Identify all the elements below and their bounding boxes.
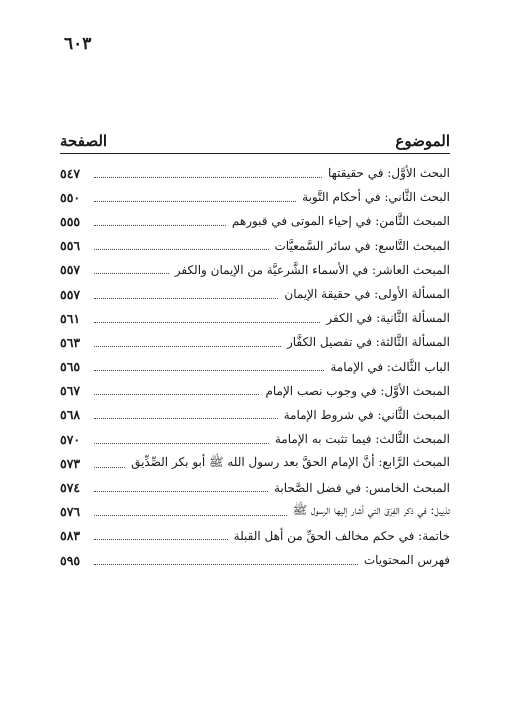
leader-dots <box>94 273 169 274</box>
toc-entry-title: المبحث الثَّامن: في إحياء الموتى في قبورهم <box>231 214 450 229</box>
toc-entry-title: المبحث الثَّاني: في شروط الإمامة <box>283 407 450 422</box>
toc-entry-title: البحث الأوَّل: في حقيقتها <box>327 166 450 181</box>
leader-dots <box>94 249 269 250</box>
toc-entry <box>60 282 450 306</box>
toc-entry-page: ٥٧٦ <box>60 504 81 520</box>
toc-entry-page: ٥٥٧ <box>60 286 81 302</box>
toc-entry-page: ٥٧٣ <box>60 455 81 471</box>
toc-entry <box>60 355 450 379</box>
toc-entry-title: تذييل: في ذكر الفِرَق التي أشار إليها الرسول ﷺ <box>292 503 450 518</box>
leader-dots <box>94 564 358 565</box>
toc-entry <box>60 427 450 451</box>
toc-entry <box>60 306 450 330</box>
leader-dots <box>94 201 296 202</box>
toc-entry-page: ٥٥٠ <box>60 189 81 205</box>
leader-dots <box>94 443 269 444</box>
toc-entry-page: ٥٥٦ <box>60 238 81 254</box>
table-of-contents <box>60 161 450 572</box>
toc-entry <box>60 185 450 209</box>
leader-dots <box>94 298 278 299</box>
toc-entry <box>60 379 450 403</box>
toc-header <box>60 124 450 150</box>
toc-entry-title: خاتمة: في حكم مخالف الحقِّ من أهل القبلة <box>233 528 450 543</box>
toc-entry-title: المبحث الثَّالث: فيما تثبت به الإمامة <box>274 432 450 447</box>
toc-entry <box>60 524 450 548</box>
toc-entry-title: المسألة الأولى: في حقيقة الإيمان <box>284 287 450 302</box>
toc-entry-page: ٥٧٠ <box>60 431 81 447</box>
toc-entry <box>60 258 450 282</box>
toc-entry <box>60 403 450 427</box>
toc-entry-title: فهرس المحتويات <box>363 553 450 568</box>
leader-dots <box>94 539 228 540</box>
toc-entry-title: البحث الثَّاني: في أحكام التَّوبة <box>302 190 450 205</box>
leader-dots <box>94 467 125 468</box>
toc-entry <box>60 330 450 354</box>
toc-entry-page: ٥٦٥ <box>60 359 81 375</box>
toc-entry-title: المبحث التَّاسع: في سائر السَّمعيَّات <box>274 238 450 253</box>
topic-column-label: الموضوع <box>395 132 450 150</box>
leader-dots <box>94 370 324 371</box>
toc-entry-page: ٥٩٥ <box>60 552 81 568</box>
toc-entry <box>60 500 450 524</box>
toc-entry-title: المبحث الرَّابع: أنَّ الإمام الحقَّ بعد رسول الله ﷺ أبو بكر الصِّدِّيق <box>131 454 450 469</box>
toc-entry-page: ٥٦٧ <box>60 383 81 399</box>
page-number: ٦٠٣ <box>64 34 92 54</box>
page-column-label: الصفحة <box>60 132 108 150</box>
leader-dots <box>94 346 281 347</box>
toc-entry-page: ٥٦١ <box>60 310 81 326</box>
toc-entry-page: ٥٨٣ <box>60 528 81 544</box>
toc-entry <box>60 451 450 475</box>
toc-entry-page: ٥٥٧ <box>60 262 81 278</box>
toc-entry <box>60 548 450 572</box>
toc-entry <box>60 209 450 233</box>
toc-entry-title: المسألة الثَّانية: في الكفر <box>326 311 450 326</box>
header-divider <box>60 153 450 154</box>
leader-dots <box>94 322 320 323</box>
leader-dots <box>94 225 226 226</box>
toc-entry-title: الباب الثَّالث: في الإمامة <box>330 359 450 374</box>
leader-dots <box>94 394 259 395</box>
toc-entry-page: ٥٦٣ <box>60 334 81 350</box>
leader-dots <box>94 418 278 419</box>
toc-entry-page: ٥٧٤ <box>60 480 81 496</box>
toc-entry-title: المسألة الثَّالثة: في تفصيل الكفَّار <box>286 335 450 350</box>
leader-dots <box>94 515 287 516</box>
toc-entry <box>60 234 450 258</box>
leader-dots <box>94 177 322 178</box>
toc-entry <box>60 475 450 499</box>
toc-entry <box>60 161 450 185</box>
toc-entry-page: ٥٤٧ <box>60 165 81 181</box>
toc-entry-title: المبحث الأوَّل: في وجوب نصب الإمام <box>265 383 450 398</box>
toc-entry-title: المبحث الخامس: في فضل الصَّحابة <box>273 480 450 495</box>
toc-entry-title: المبحث العاشر: في الأسماء الشَّرعيَّة من الإيمان والكفر <box>174 262 450 277</box>
toc-entry-page: ٥٥٥ <box>60 213 81 229</box>
toc-entry-page: ٥٦٨ <box>60 407 81 423</box>
leader-dots <box>94 491 268 492</box>
